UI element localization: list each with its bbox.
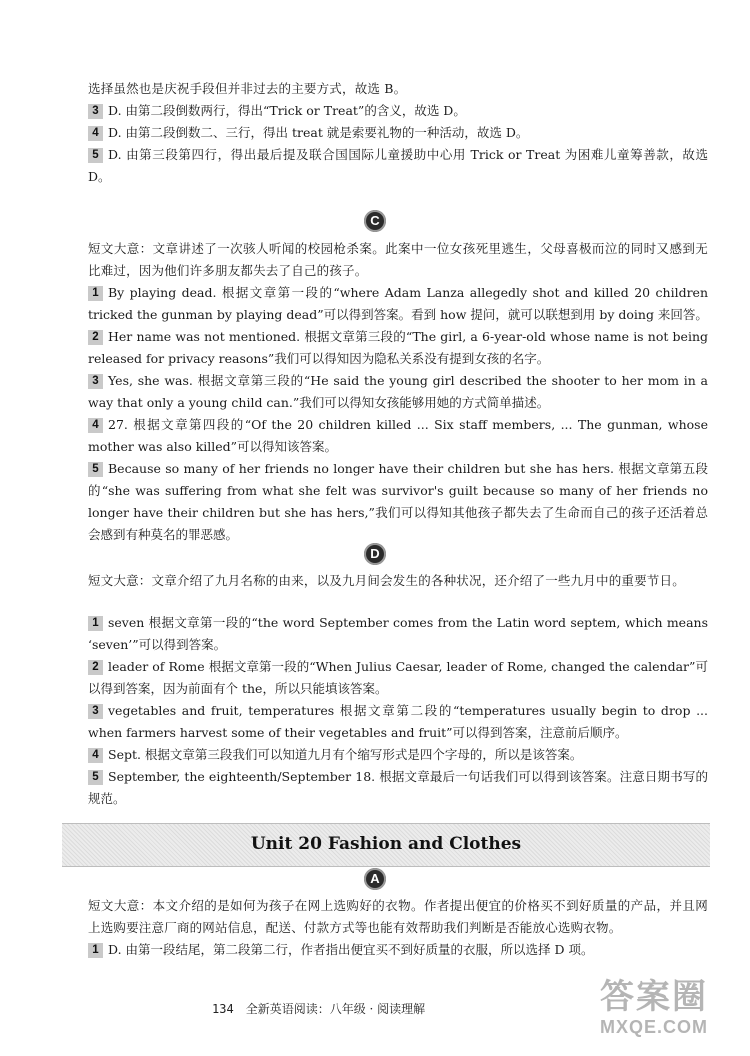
item-text: Sept. 根据文章第三段我们可以知道九月有个缩写形式是四个字母的，所以是该答案。 — [108, 747, 583, 762]
watermark-top: 答案圈 — [600, 978, 708, 1016]
unit-heading-bar — [62, 823, 710, 867]
item-number: 4 — [88, 748, 103, 763]
answer-item — [88, 282, 708, 326]
item-text: vegetables and fruit, temperatures 根据文章第二段的“temperatures usually begin to drop ... when farmers harvest some of their vegetables and fruit”可以得到答案，注意前后顺序。 — [88, 703, 708, 740]
item-number: 2 — [88, 660, 103, 675]
item-number: 3 — [88, 374, 103, 389]
item-text: 27. 根据文章第四段的“Of the 20 children killed ... Six staff members, ... The gunman, whose mother was also killed”可以得知该答案。 — [88, 417, 708, 454]
item-text: D. 由第二段倒数二、三行，得出 treat 就是索要礼物的一种活动，故选 D。 — [108, 125, 529, 140]
item-number: 5 — [88, 462, 103, 477]
item-number: 1 — [88, 943, 103, 958]
item-number: 4 — [88, 126, 103, 141]
item-text: By playing dead. 根据文章第一段的“where Adam Lanza allegedly shot and killed 20 children tricked the gunman by playing dead”可以得到答案。看到 how 提问，就可以联想到用 by doing 来回答。 — [88, 285, 708, 322]
answer-item — [88, 370, 708, 414]
summary-c: 短文大意：文章讲述了一次骇人听闻的校园枪杀案。此案中一位女孩死里逃生，父母喜极而泣的同时又感到无比难过，因为他们许多朋友都失去了自己的孩子。 — [88, 241, 708, 278]
answer-item — [88, 144, 708, 188]
answer-item — [88, 700, 708, 744]
page-footer — [212, 1000, 425, 1017]
answer-item — [88, 122, 708, 144]
item-text: leader of Rome 根据文章第一段的“When Julius Caesar, leader of Rome, changed the calendar”可以得到答案，因为前面有个 the，所以只能填该答案。 — [88, 659, 708, 696]
answer-item — [88, 744, 708, 766]
section-badge-a: A — [364, 868, 386, 890]
section-badge-c: C — [364, 210, 386, 232]
item-text: Yes, she was. 根据文章第三段的“He said the young girl described the shooter to her mom in a way that only a young child can.”我们可以得知女孩能够用她的方式简单描述。 — [88, 373, 708, 410]
answer-item — [88, 458, 708, 546]
page-number: 134 — [212, 1002, 234, 1016]
summary-a: 短文大意：本文介绍的是如何为孩子在网上选购好的衣物。作者提出便宜的价格买不到好质量的产品，并且网上选购要注意厂商的网站信息，配送、付款方式等也能有效帮助我们判断是否能放心选购衣物。 — [88, 898, 708, 935]
watermark-logo — [600, 978, 740, 1048]
item-number: 3 — [88, 104, 103, 119]
watermark-bottom: MXQE.COM — [600, 1017, 709, 1037]
item-text: D. 由第三段第四行，得出最后提及联合国国际儿童援助中心用 Trick or Treat 为困难儿童筹善款，故选 D。 — [88, 147, 708, 184]
summary-d: 短文大意：文章介绍了九月名称的由来，以及九月间会发生的各种状况，还介绍了一些九月中的重要节日。 — [88, 573, 685, 588]
book-title: 全新英语阅读：八年级 · 阅读理解 — [245, 1002, 426, 1016]
answer-item — [88, 939, 708, 961]
section-badge-d: D — [364, 543, 386, 565]
item-number: 5 — [88, 770, 103, 785]
item-number: 1 — [88, 286, 103, 301]
item-number: 3 — [88, 704, 103, 719]
item-text: September, the eighteenth/September 18. 根据文章最后一句话我们可以得到该答案。注意日期书写的规范。 — [88, 769, 708, 806]
answer-item — [88, 656, 708, 700]
item-number: 4 — [88, 418, 103, 433]
answer-item — [88, 766, 708, 810]
item-text: D. 由第一段结尾，第二段第二行，作者指出便宜买不到好质量的衣服，所以选择 D 项。 — [108, 942, 594, 957]
answer-item — [88, 326, 708, 370]
unit-title: Unit 20 Fashion and Clothes — [250, 834, 522, 854]
item-number: 1 — [88, 616, 103, 631]
item-text: Her name was not mentioned. 根据文章第三段的“The girl, a 6-year-old whose name is not being released for privacy reasons”我们可以得知因为隐私关系没有提到女孩的名字。 — [88, 329, 708, 366]
item-text: Because so many of her friends no longer have their children but she has hers. 根据文章第五段的“she was suffering from what she felt was survivor's guilt because so many of her friends no longer have their children but she has hers,”我们可以得知其他孩子都失去了生命而自己的孩子还活着总会感到有种莫名的罪恶感。 — [88, 461, 708, 542]
answer-item — [88, 100, 708, 122]
continued-text: 选择虽然也是庆祝手段但并非过去的主要方式，故选 B。 — [88, 81, 407, 96]
item-text: D. 由第二段倒数两行，得出“Trick or Treat”的含义，故选 D。 — [108, 103, 466, 118]
item-number: 5 — [88, 148, 103, 163]
answer-item — [88, 414, 708, 458]
item-number: 2 — [88, 330, 103, 345]
answer-item — [88, 612, 708, 656]
item-text: seven 根据文章第一段的“the word September comes from the Latin word septem, which means ‘seven’”可以得到答案。 — [88, 615, 708, 652]
